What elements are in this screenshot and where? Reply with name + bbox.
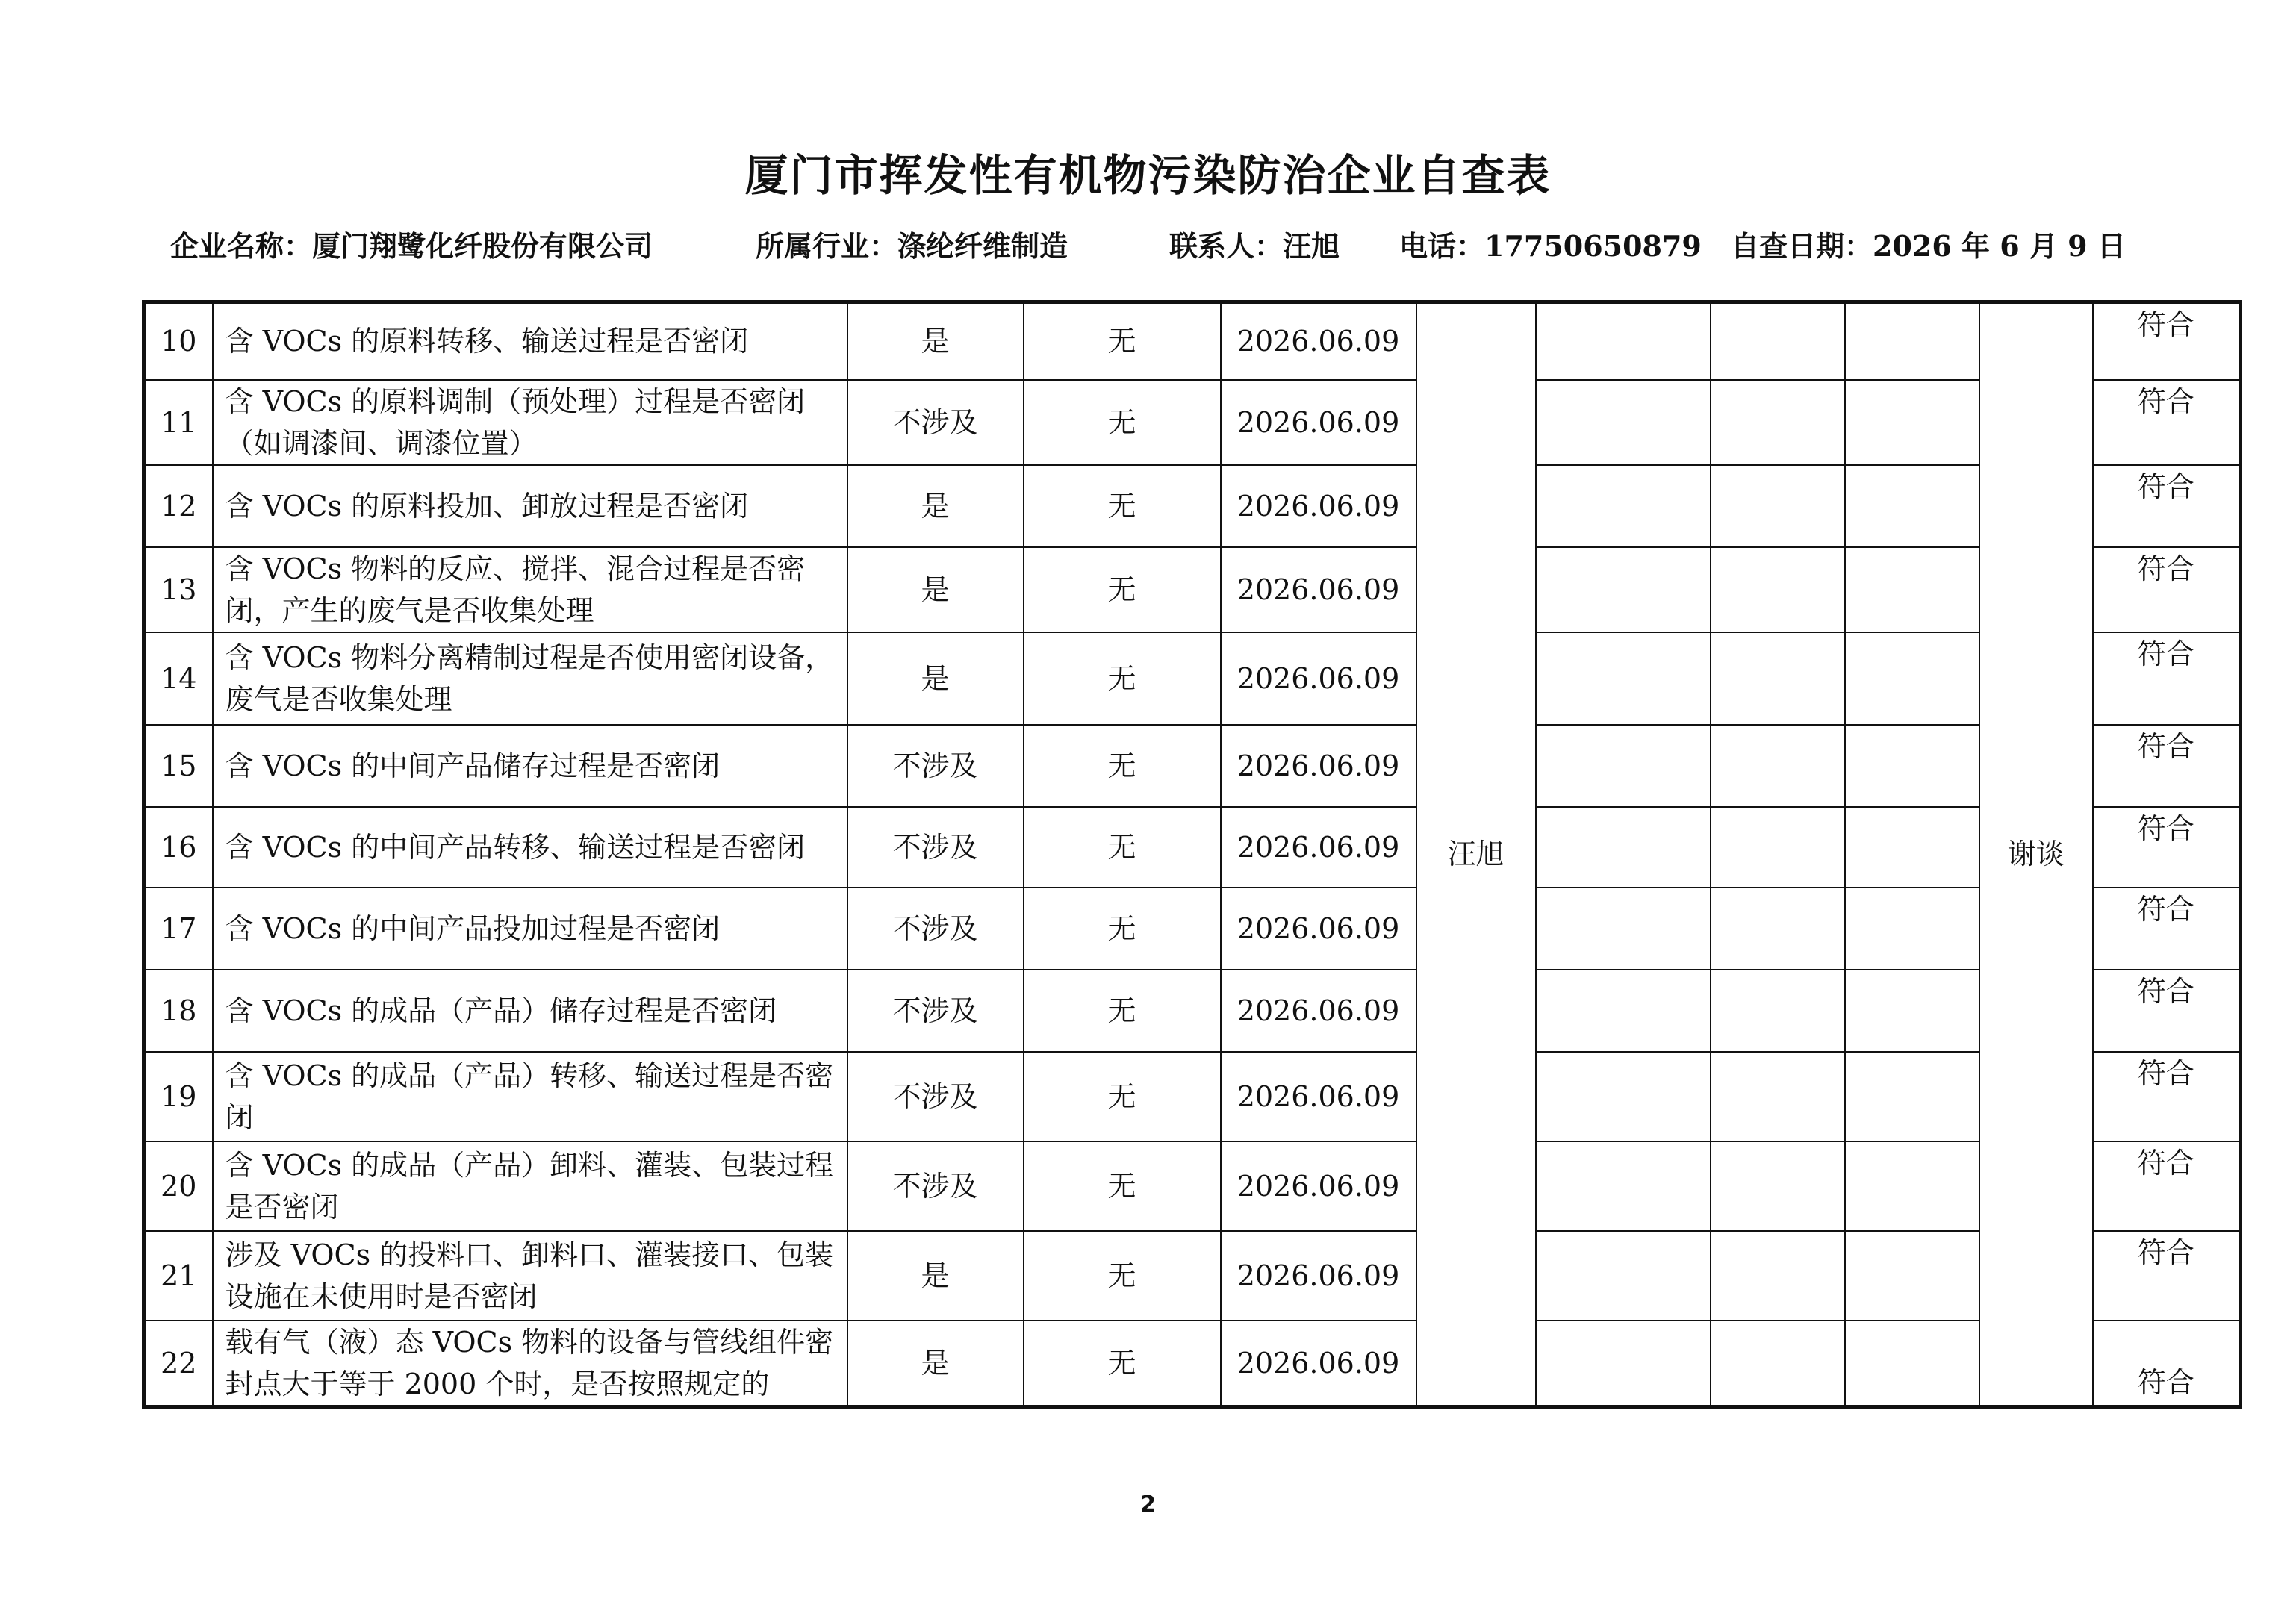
table-row bbox=[144, 1141, 2241, 1231]
check-item: 含 VOCs 的成品（产品）卸料、灌装、包装过程是否密闭 bbox=[213, 1141, 847, 1231]
blank-cell bbox=[1536, 888, 1711, 970]
blank-cell bbox=[1711, 888, 1845, 970]
check-date: 2026.06.09 bbox=[1221, 380, 1416, 465]
issue-found: 无 bbox=[1024, 302, 1221, 380]
issue-found: 无 bbox=[1024, 1231, 1221, 1321]
check-answer: 是 bbox=[847, 1231, 1024, 1321]
row-number: 19 bbox=[144, 1052, 213, 1141]
blank-cell bbox=[1536, 1321, 1711, 1407]
blank-cell bbox=[1536, 465, 1711, 547]
blank-cell bbox=[1845, 1052, 1979, 1141]
issue-found: 无 bbox=[1024, 465, 1221, 547]
check-date: 2026.06.09 bbox=[1221, 302, 1416, 380]
issue-found: 无 bbox=[1024, 632, 1221, 725]
check-answer: 不涉及 bbox=[847, 807, 1024, 888]
check-item: 含 VOCs 的原料投加、卸放过程是否密闭 bbox=[213, 465, 847, 547]
result-cell: 符合 bbox=[2093, 1141, 2241, 1231]
blank-cell bbox=[1845, 970, 1979, 1052]
row-number: 21 bbox=[144, 1231, 213, 1321]
row-number: 22 bbox=[144, 1321, 213, 1407]
phone-number: 电话：17750650879 bbox=[1399, 229, 1702, 263]
contact-person: 联系人：汪旭 bbox=[1169, 229, 1340, 263]
row-number: 13 bbox=[144, 547, 213, 632]
blank-cell bbox=[1536, 380, 1711, 465]
issue-found: 无 bbox=[1024, 888, 1221, 970]
blank-cell bbox=[1536, 807, 1711, 888]
blank-cell bbox=[1711, 632, 1845, 725]
issue-found: 无 bbox=[1024, 380, 1221, 465]
inspection-date: 自查日期：2026 年 6 月 9 日 bbox=[1731, 229, 2126, 263]
blank-cell bbox=[1845, 807, 1979, 888]
table-row bbox=[144, 1231, 2241, 1321]
check-date: 2026.06.09 bbox=[1221, 1052, 1416, 1141]
check-item: 含 VOCs 的原料转移、输送过程是否密闭 bbox=[213, 302, 847, 380]
blank-cell bbox=[1536, 1052, 1711, 1141]
row-number: 18 bbox=[144, 970, 213, 1052]
blank-cell bbox=[1536, 632, 1711, 725]
result-cell: 符合 bbox=[2093, 632, 2241, 725]
blank-cell bbox=[1711, 725, 1845, 807]
check-date: 2026.06.09 bbox=[1221, 1141, 1416, 1231]
check-date: 2026.06.09 bbox=[1221, 547, 1416, 632]
check-answer: 不涉及 bbox=[847, 1052, 1024, 1141]
row-number: 12 bbox=[144, 465, 213, 547]
page-title: 厦门市挥发性有机物污染防治企业自查表 bbox=[744, 150, 1552, 201]
check-item: 含 VOCs 的中间产品投加过程是否密闭 bbox=[213, 888, 847, 970]
blank-cell bbox=[1845, 1321, 1979, 1407]
blank-cell bbox=[1711, 302, 1845, 380]
blank-cell bbox=[1845, 632, 1979, 725]
blank-cell bbox=[1536, 1141, 1711, 1231]
page-number: 2 bbox=[1140, 1492, 1156, 1518]
blank-cell bbox=[1711, 380, 1845, 465]
check-answer: 是 bbox=[847, 1321, 1024, 1407]
blank-cell bbox=[1845, 302, 1979, 380]
row-number: 16 bbox=[144, 807, 213, 888]
table-row bbox=[144, 302, 2241, 380]
check-date: 2026.06.09 bbox=[1221, 1231, 1416, 1321]
check-answer: 不涉及 bbox=[847, 380, 1024, 465]
check-date: 2026.06.09 bbox=[1221, 807, 1416, 888]
industry: 所属行业：涤纶纤维制造 bbox=[756, 229, 1068, 263]
inspector-cell: 汪旭 bbox=[1416, 302, 1536, 1407]
row-number: 17 bbox=[144, 888, 213, 970]
blank-cell bbox=[1536, 547, 1711, 632]
result-cell: 符合 bbox=[2093, 302, 2241, 380]
check-date: 2026.06.09 bbox=[1221, 970, 1416, 1052]
check-item: 含 VOCs 物料的反应、搅拌、混合过程是否密闭，产生的废气是否收集处理 bbox=[213, 547, 847, 632]
row-number: 11 bbox=[144, 380, 213, 465]
blank-cell bbox=[1536, 1231, 1711, 1321]
table-row bbox=[144, 380, 2241, 465]
blank-cell bbox=[1845, 1231, 1979, 1321]
result-cell: 符合 bbox=[2093, 970, 2241, 1052]
check-answer: 不涉及 bbox=[847, 1141, 1024, 1231]
check-item: 含 VOCs 的中间产品转移、输送过程是否密闭 bbox=[213, 807, 847, 888]
table-row bbox=[144, 465, 2241, 547]
row-number: 15 bbox=[144, 725, 213, 807]
blank-cell bbox=[1845, 465, 1979, 547]
blank-cell bbox=[1845, 888, 1979, 970]
row-number: 10 bbox=[144, 302, 213, 380]
check-answer: 是 bbox=[847, 547, 1024, 632]
check-item: 载有气（液）态 VOCs 物料的设备与管线组件密封点大于等于 2000 个时，是否按照规定的 bbox=[213, 1321, 847, 1407]
check-date: 2026.06.09 bbox=[1221, 1321, 1416, 1407]
table-row bbox=[144, 1321, 2241, 1407]
result-cell: 符合 bbox=[2093, 547, 2241, 632]
row-number: 20 bbox=[144, 1141, 213, 1231]
result-cell: 符合 bbox=[2093, 380, 2241, 465]
check-item: 含 VOCs 的原料调制（预处理）过程是否密闭（如调漆间、调漆位置） bbox=[213, 380, 847, 465]
blank-cell bbox=[1711, 1141, 1845, 1231]
blank-cell bbox=[1711, 807, 1845, 888]
table-row bbox=[144, 888, 2241, 970]
check-item: 含 VOCs 的成品（产品）储存过程是否密闭 bbox=[213, 970, 847, 1052]
issue-found: 无 bbox=[1024, 1141, 1221, 1231]
table-row bbox=[144, 970, 2241, 1052]
check-answer: 不涉及 bbox=[847, 725, 1024, 807]
check-item: 涉及 VOCs 的投料口、卸料口、灌装接口、包装设施在未使用时是否密闭 bbox=[213, 1231, 847, 1321]
issue-found: 无 bbox=[1024, 1052, 1221, 1141]
issue-found: 无 bbox=[1024, 970, 1221, 1052]
blank-cell bbox=[1711, 547, 1845, 632]
check-item: 含 VOCs 物料分离精制过程是否使用密闭设备，废气是否收集处理 bbox=[213, 632, 847, 725]
check-date: 2026.06.09 bbox=[1221, 465, 1416, 547]
issue-found: 无 bbox=[1024, 547, 1221, 632]
result-cell: 符合 bbox=[2093, 725, 2241, 807]
table-row bbox=[144, 547, 2241, 632]
blank-cell bbox=[1536, 725, 1711, 807]
blank-cell bbox=[1845, 380, 1979, 465]
issue-found: 无 bbox=[1024, 725, 1221, 807]
table-row bbox=[144, 725, 2241, 807]
result-cell: 符合 bbox=[2093, 1052, 2241, 1141]
blank-cell bbox=[1845, 725, 1979, 807]
blank-cell bbox=[1711, 1231, 1845, 1321]
check-answer: 是 bbox=[847, 465, 1024, 547]
table-row bbox=[144, 1052, 2241, 1141]
company-name: 企业名称：厦门翔鹭化纤股份有限公司 bbox=[170, 229, 653, 263]
check-date: 2026.06.09 bbox=[1221, 725, 1416, 807]
blank-cell bbox=[1845, 1141, 1979, 1231]
result-cell: 符合 bbox=[2093, 807, 2241, 888]
blank-cell bbox=[1711, 1052, 1845, 1141]
blank-cell bbox=[1536, 302, 1711, 380]
blank-cell bbox=[1845, 547, 1979, 632]
blank-cell bbox=[1711, 465, 1845, 547]
check-answer: 不涉及 bbox=[847, 970, 1024, 1052]
row-number: 14 bbox=[144, 632, 213, 725]
issue-found: 无 bbox=[1024, 1321, 1221, 1407]
check-answer: 不涉及 bbox=[847, 888, 1024, 970]
method-cell: 谢谈 bbox=[1979, 302, 2093, 1407]
check-answer: 是 bbox=[847, 632, 1024, 725]
self-check-table bbox=[142, 300, 2242, 1409]
table-row bbox=[144, 807, 2241, 888]
check-date: 2026.06.09 bbox=[1221, 888, 1416, 970]
blank-cell bbox=[1711, 970, 1845, 1052]
result-cell: 符合 bbox=[2093, 1321, 2241, 1407]
check-date: 2026.06.09 bbox=[1221, 632, 1416, 725]
table-row bbox=[144, 632, 2241, 725]
check-item: 含 VOCs 的成品（产品）转移、输送过程是否密闭 bbox=[213, 1052, 847, 1141]
check-item: 含 VOCs 的中间产品储存过程是否密闭 bbox=[213, 725, 847, 807]
result-cell: 符合 bbox=[2093, 465, 2241, 547]
check-answer: 是 bbox=[847, 302, 1024, 380]
result-cell: 符合 bbox=[2093, 888, 2241, 970]
blank-cell bbox=[1536, 970, 1711, 1052]
result-cell: 符合 bbox=[2093, 1231, 2241, 1321]
issue-found: 无 bbox=[1024, 807, 1221, 888]
blank-cell bbox=[1711, 1321, 1845, 1407]
